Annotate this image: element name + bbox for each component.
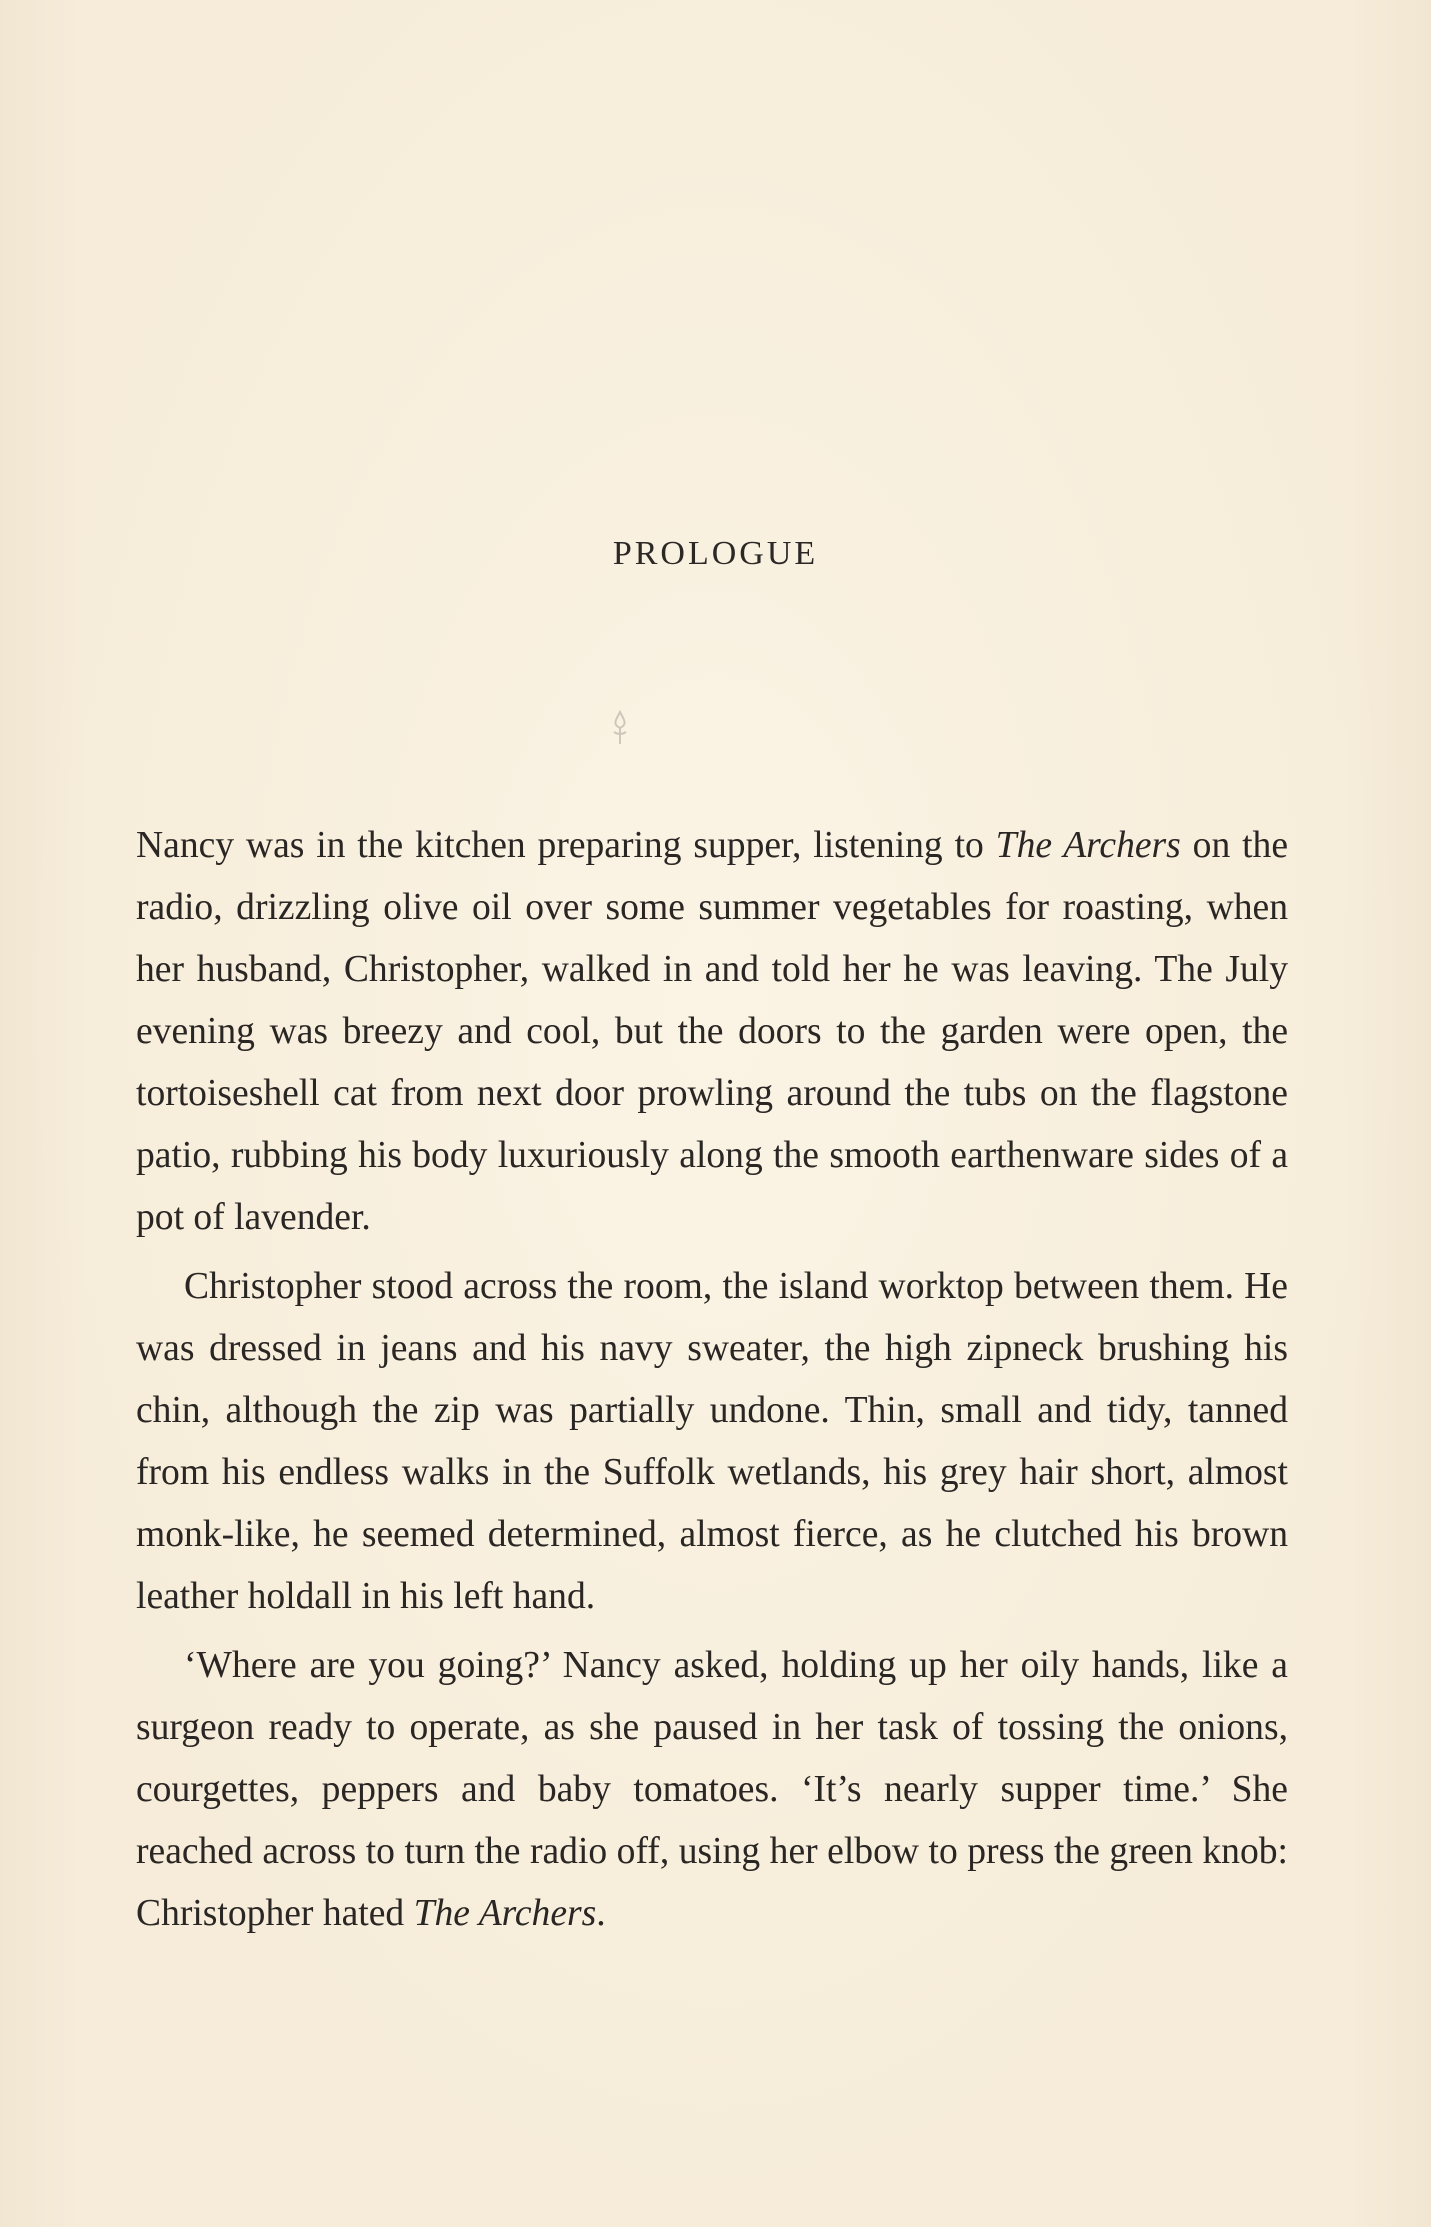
paragraph	[136, 815, 1288, 1249]
paragraph-text: ‘Where are you going?’ Nancy asked, holding up her oily hands, like a surgeon ready to operate, as she paused in her task of tossing the onions, courgettes, peppers and baby tomatoes. ‘It’s nearly supper time.’ She reached across to turn the radio off, using her elbow to press the green knob: Christopher hated	[136, 1645, 1288, 1934]
paragraph-text: .	[596, 1893, 606, 1934]
chapter-heading: PROLOGUE	[612, 534, 819, 572]
paragraph	[136, 1635, 1288, 1945]
paragraph-text: on the radio, drizzling olive oil over some summer vegetables for roasting, when her husband, Christopher, walked in and told her he was leaving. The July evening was breezy and cool, but the doors to the garden were open, the tortoiseshell cat from next door prowling around the tubs on the flagstone patio, rubbing his body luxuriously along the smooth earthenware sides of a pot of lavender.	[136, 825, 1288, 1238]
body-text	[136, 815, 1288, 1945]
book-title-italic: The Archers	[995, 825, 1181, 866]
paragraph-text: Christopher stood across the room, the island worktop between them. He was dressed in jeans and his navy sweater, the high zipneck brushing his chin, although the zip was partially undone. Thin, small and tidy, tanned from his endless walks in the Suffolk wetlands, his grey hair short, almost monk-like, he seemed determined, almost fierce, as he clutched his brown leather holdall in his left hand.	[136, 1266, 1288, 1617]
paragraph-text: Nancy was in the kitchen preparing supper, listening to	[136, 825, 996, 866]
paragraph	[136, 1256, 1288, 1628]
ornament-icon	[608, 710, 632, 746]
book-title-italic: The Archers	[413, 1893, 597, 1934]
